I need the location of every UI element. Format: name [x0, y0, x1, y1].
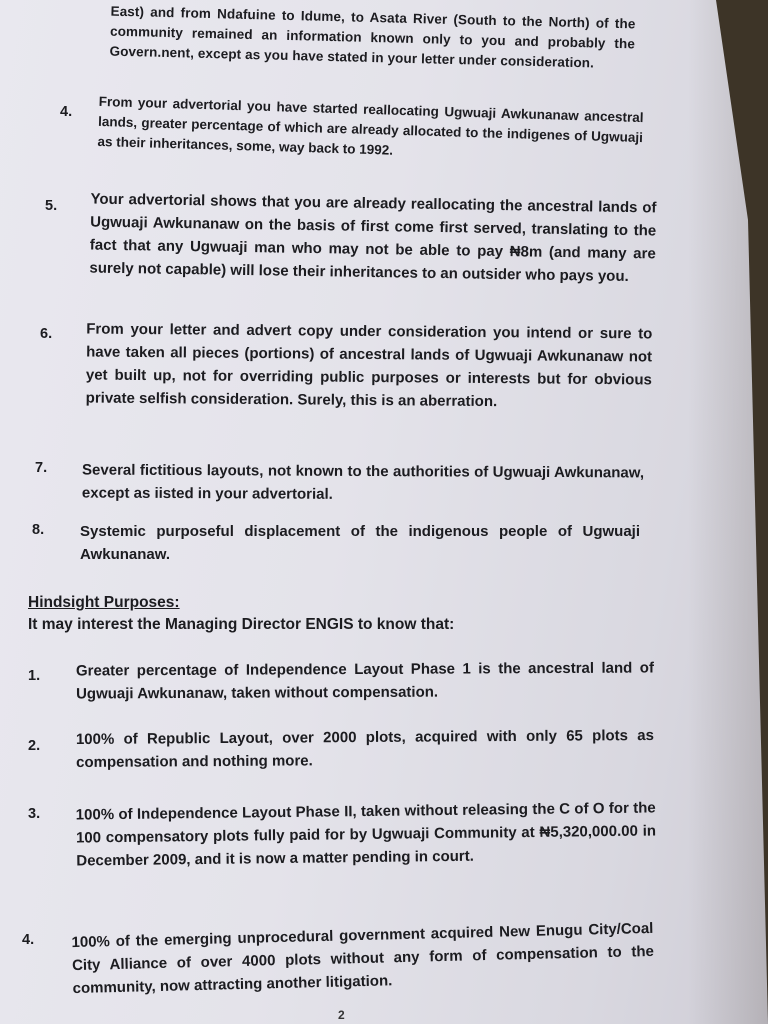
section-subheading: It may interest the Managing Director ENGIS to know that:	[28, 616, 455, 633]
list-item-text: 100% of the emerging unprocedural government acquired New Enugu City/Coal City Alliance of over 4000 plots without any form of compensation to the community, now attracting another litigation.	[71, 919, 655, 998]
item-number: 5.	[45, 198, 58, 214]
item-number: 4.	[60, 104, 73, 120]
intro-paragraph: East) and from Ndafuine to Idume, to Asata River (South to the North) of the community remained an information known only to you and probably the Govern.nent, except as you have stated in your letter under consideration.	[109, 3, 636, 71]
page-number: 2	[338, 1008, 345, 1022]
list-item-text: Systemic purposeful displacement of the indigenous people of Ugwuaji Awkunanaw.	[80, 523, 640, 563]
item-number: 3.	[28, 806, 41, 822]
section-heading: Hindsight Purposes:	[28, 594, 180, 611]
item-number: 8.	[32, 522, 45, 538]
item-number: 4.	[22, 932, 35, 948]
list-item-text: Your advertorial shows that you are already reallocating the ancestral lands of Ugwuaji Awkunanaw on the basis of first come first served, translating to the fact that any Ugwuaji man who may not be able to pay ₦8m (and many are surely not capable) will lose their inheritances to an outsider who pays you.	[89, 190, 657, 286]
list-item-text: 100% of Republic Layout, over 2000 plots, acquired with only 65 plots as compensation and nothing more.	[75, 726, 654, 772]
list-item-text: From your letter and advert copy under consideration you intend or sure to have taken all pieces (portions) of ancestral lands of Ugwuaji Awkunanaw not yet built up, not for overriding public purposes or interests but for obvious private selfish consideration. Surely, this is an aberration.	[85, 320, 653, 411]
list-item-text: 100% of Independence Layout Phase II, taken without releasing the C of O for the 100 compensatory plots fully paid for by Ugwuaji Community at ₦5,320,000.00 in December 2009, and it is now a matter pending in court.	[75, 799, 657, 870]
item-number: 2.	[28, 738, 41, 754]
list-item-text: Greater percentage of Independence Layout Phase 1 is the ancestral land of Ugwuaji Awkunanaw, taken without compensation.	[75, 659, 654, 703]
list-item-text: From your advertorial you have started reallocating Ugwuaji Awkunanaw ancestral lands, greater percentage of which are already allocated to the indigenes of Ugwuaji as their inheritances, some, way back to 1992.	[97, 93, 644, 158]
item-number: 7.	[35, 460, 48, 476]
item-number: 1.	[28, 668, 41, 684]
item-number: 6.	[40, 326, 53, 342]
list-item-text: Several fictitious layouts, not known to the authorities of Ugwuaji Awkunanaw, except as iisted in your advertorial.	[81, 461, 645, 503]
